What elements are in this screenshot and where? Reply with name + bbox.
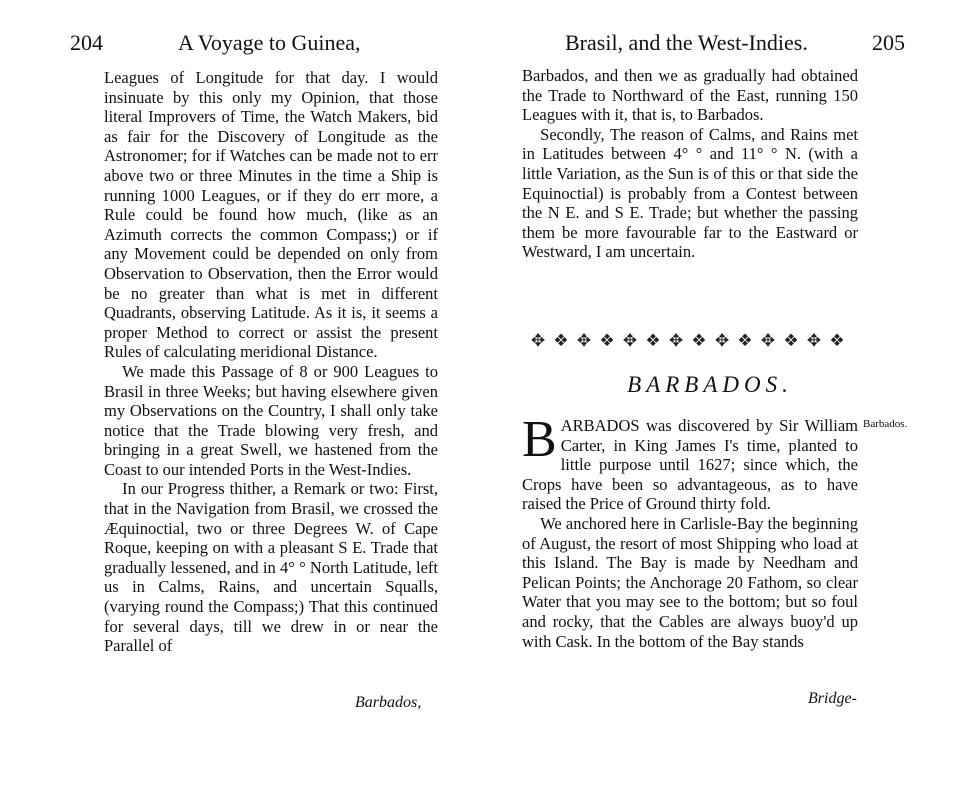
right-paragraph-1: Barbados, and then we as gradually had obtained the Trade to Northward of the East, running 150 Leagues with it, that is, to Barbados. <box>522 66 858 125</box>
left-paragraph-2: We made this Passage of 8 or 900 Leagues to Brasil in three Weeks; but having elsewhere given my Observations on the Country, I shall only take notice that the Trade blowing very fresh, and bringing in a great Swell, we hastened from the Coast to our intended Ports in the West-Indies. <box>104 361 438 479</box>
ornament-icon: ✥ <box>530 331 544 350</box>
right-page <box>490 0 980 789</box>
section-paragraph-1-text: ARBADOS was discovered by Sir William Carter, in King James I's time, planted to little purpose until 1627; since which, the Crops have been so advantageous, as to have raised the Price of Ground thirty fold. <box>522 416 858 514</box>
ornament-icon: ❖ <box>737 331 751 350</box>
section-paragraph-2: We anchored here in Carlisle-Bay the beginning of August, the resort of most Shipping who load at this Island. The Bay is made by Needham and Pelican Points; the Anchorage 20 Fathom, so clear Water that you may see to the bottom; but so foul and rocky, that the Cables are always buoy'd up with Cask. In the bottom of the Bay stands <box>522 513 858 651</box>
right-page-number: 205 <box>872 30 905 55</box>
dropcap-letter: B <box>522 411 557 468</box>
ornament-icon: ✥ <box>576 331 590 350</box>
section-paragraph-1 <box>522 411 858 514</box>
left-paragraph-3: In our Progress thither, a Remark or two: First, that in the Navigation from Brasil, we crossed the Æquinoctial, two or three Degrees W. of Cape Roque, keeping on with a pleasant S E. Trade that gradually lessened, and in 4° ° North Latitude, left us in Calms, Rains, and uncertain Squalls, (varying round the Compass;) That this continued for several days, till we drew in or near the Parallel of <box>104 479 438 656</box>
section-body-text <box>522 411 858 651</box>
section-heading: BARBADOS. <box>627 372 793 397</box>
ornament-icon: ✥ <box>622 331 636 350</box>
left-paragraph-1: Leagues of Longitude for that day. I would insinuate by this only my Opinion, that those literal Improvers of Time, the Watch Makers, bid as fair for the Discovery of Longitude as the Astronomer; for if Watches can be made not to err above two or three Minutes in the time a Ship is running 1000 Leagues, or if they do err more, a Rule could be found how much, (like as an Azimuth corrects the common Compass;) or if any Movement could be depended on only from Observation to Observation, then the Error would be no greater than what is met in different Quadrants, observing Latitude. As it is, it seems a proper Method to correct or assist the present Rules of calculating meridional Distance. <box>104 68 438 362</box>
left-running-head: A Voyage to Guinea, <box>178 30 361 55</box>
ornament-icon: ❖ <box>645 331 659 350</box>
right-body-text <box>522 66 858 262</box>
margin-note: Barbados. <box>863 418 908 430</box>
left-body-text <box>104 68 438 656</box>
ornament-icon: ✥ <box>714 331 728 350</box>
right-paragraph-2: Secondly, The reason of Calms, and Rains met in Latitudes between 4° ° and 11° ° N. (with a little Variation, as the Sun is of this or that side the Equinoctial) is probably from a Contest between the N E. and S E. Trade; but whether the passing them be more favourable far to the Eastward or Westward, I am uncertain. <box>522 124 858 262</box>
left-catchword: Barbados, <box>355 694 422 711</box>
ornament-icon: ❖ <box>553 331 567 350</box>
ornament-icon: ❖ <box>599 331 613 350</box>
decorative-ornament-band <box>526 326 856 356</box>
right-running-head: Brasil, and the West-Indies. <box>565 30 808 55</box>
ornament-icon: ✥ <box>806 331 820 350</box>
ornament-icon: ❖ <box>829 331 843 350</box>
ornament-icon: ❖ <box>691 331 705 350</box>
ornament-icon: ✥ <box>668 331 682 350</box>
ornament-icon: ❖ <box>783 331 797 350</box>
right-catchword: Bridge- <box>808 690 857 707</box>
left-page-number: 204 <box>70 30 103 55</box>
ornament-icon: ✥ <box>760 331 774 350</box>
